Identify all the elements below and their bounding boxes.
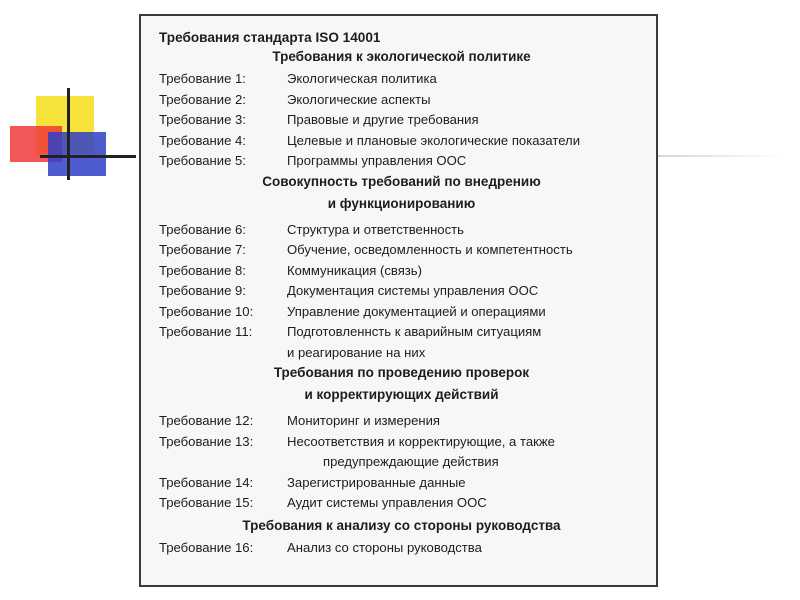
requirement-label: Требование 1: bbox=[159, 71, 246, 86]
section-heading-line-2: и корректирующих действий bbox=[304, 387, 499, 402]
requirement-label: Требование 10: bbox=[159, 303, 254, 319]
requirement-text: Структура и ответственность bbox=[287, 221, 464, 237]
section-heading: Совокупность требований по внедрению bbox=[262, 173, 541, 189]
requirement-text: Аудит системы управления ООС bbox=[287, 495, 487, 510]
requirement-label: Требование 8: bbox=[159, 262, 246, 278]
requirement-text: Экологические аспекты bbox=[287, 91, 431, 107]
scanned-document bbox=[139, 14, 658, 587]
requirement-text: Коммуникация (связь) bbox=[287, 262, 422, 278]
document-title: Требования стандарта ISO 14001 bbox=[159, 30, 381, 45]
requirement-row bbox=[159, 493, 644, 514]
requirement-text: Экологическая политика bbox=[287, 71, 437, 86]
requirement-row bbox=[159, 473, 644, 494]
requirement-text: Документация системы управления ООС bbox=[287, 283, 539, 298]
blue-square-shape bbox=[48, 132, 106, 176]
requirement-row bbox=[159, 131, 644, 152]
requirement-text: Обучение, осведомленность и компетентность bbox=[287, 242, 573, 257]
decorative-logo bbox=[0, 0, 150, 190]
requirement-label: Требование 9: bbox=[159, 283, 246, 298]
vertical-line-shape bbox=[67, 88, 70, 180]
requirement-row bbox=[159, 432, 644, 453]
requirement-row bbox=[159, 302, 644, 323]
requirement-row bbox=[159, 538, 644, 559]
requirement-label: Требование 4: bbox=[159, 132, 246, 148]
requirement-row bbox=[159, 110, 644, 131]
section-heading: Требования к анализу со стороны руководства bbox=[242, 517, 561, 533]
requirement-continuation: и реагирование на них bbox=[287, 344, 426, 360]
requirement-text: Зарегистрированные данные bbox=[287, 474, 466, 490]
section-heading: Требования к экологической политике bbox=[272, 49, 531, 64]
requirement-row bbox=[159, 220, 644, 241]
requirement-label: Требование 7: bbox=[159, 242, 246, 257]
requirement-label: Требование 13: bbox=[159, 433, 254, 449]
section-heading-line-2: и функционированию bbox=[327, 195, 476, 211]
requirement-text: Несоответствия и корректирующие, а также bbox=[287, 433, 555, 449]
requirement-text: Управление документацией и операциями bbox=[287, 303, 546, 319]
requirement-text: Анализ со стороны руководства bbox=[287, 539, 482, 555]
requirement-continuation: предупреждающие действия bbox=[323, 454, 499, 469]
requirement-label: Требование 12: bbox=[159, 413, 254, 428]
requirement-text: Правовые и другие требования bbox=[287, 112, 479, 127]
requirement-label: Требование 14: bbox=[159, 474, 254, 490]
requirement-label: Требование 11: bbox=[159, 324, 253, 339]
requirement-label: Требование 6: bbox=[159, 221, 246, 237]
requirement-label: Требование 16: bbox=[159, 539, 254, 555]
requirement-row bbox=[159, 69, 644, 90]
requirement-text: Подготовленнсть к аварийным ситуациям bbox=[287, 324, 542, 339]
requirement-row bbox=[159, 90, 644, 111]
section-heading: Требования по проведению проверок bbox=[273, 365, 530, 380]
requirement-row bbox=[159, 261, 644, 282]
requirement-label: Требование 3: bbox=[159, 112, 246, 127]
requirement-row bbox=[159, 151, 644, 172]
requirement-row bbox=[159, 281, 644, 302]
requirement-text: Целевые и плановые экологические показатели bbox=[287, 132, 581, 148]
requirement-row bbox=[159, 240, 644, 261]
requirement-label: Требование 2: bbox=[159, 91, 246, 107]
requirement-text: Программы управления ООС bbox=[287, 153, 467, 168]
requirement-label: Требование 5: bbox=[159, 153, 246, 168]
requirement-text: Мониторинг и измерения bbox=[287, 413, 441, 428]
requirement-row bbox=[159, 322, 644, 343]
requirement-label: Требование 15: bbox=[159, 495, 254, 510]
horizontal-line-shape bbox=[40, 155, 136, 158]
requirement-row bbox=[159, 411, 644, 432]
